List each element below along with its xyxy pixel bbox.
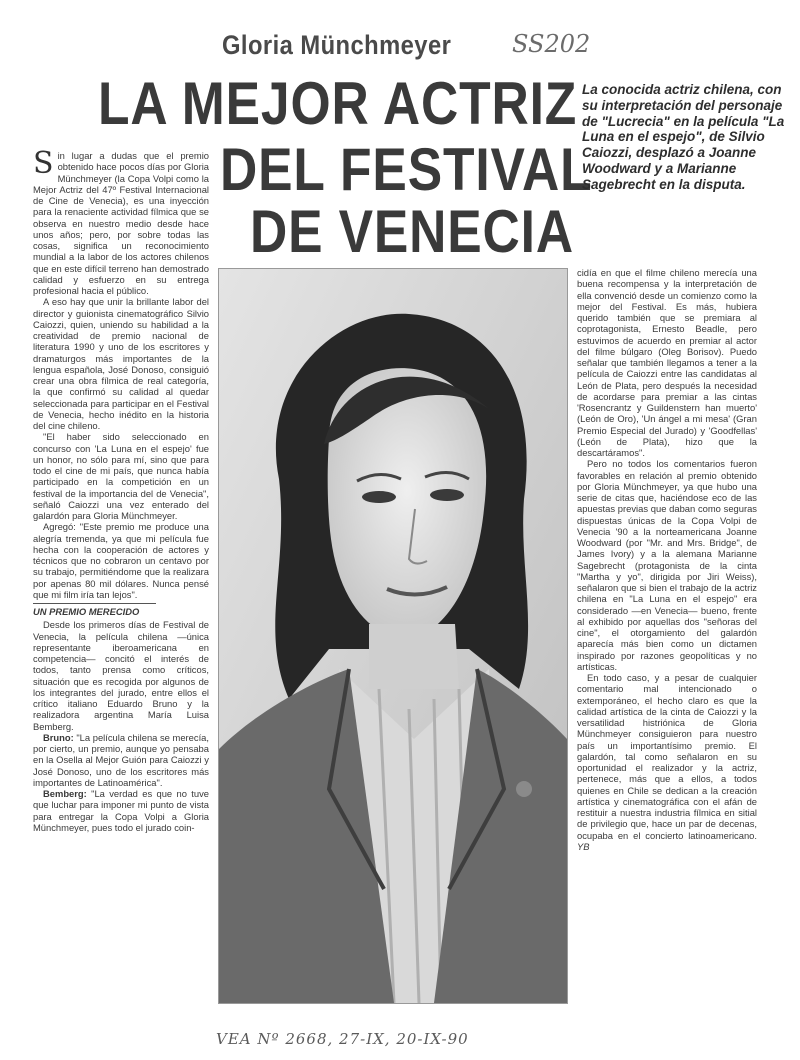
- author-signature: YB: [577, 840, 590, 852]
- paragraph: [577, 672, 757, 852]
- paragraph: cidía en que el filme chileno merecía una buena recompensa y la interpretación de ella convenció desde un comienzo como la mejor del Festival. Es más, hubiera querido también que se premiara al coprotagonista, Ernesto Beadle, pero estuvimos de acuerdo en premiar al actor del filme búlgaro (Oleg Borisov). Puedo señalar que también llegamos a tener a la película de Caiozzi entre las candidatas al León de Plata, pero después la necesidad de acordarse para premiar a las cintas 'Rosencrantz y Guildenstern han muerto' (León de Oro), 'Un ángel a mi mesa' (Gran Premio Especial del Jurado) y 'Goodfellas' (León de Plata), hizo que la descartáramos".: [577, 267, 757, 458]
- paragraph: "El haber sido seleccionado en concurso con 'La Luna en el espejo' fue un honor, no sólo para mí, sino que para todo el cine de mi país, que nunca había participado en la competición en un festival de la importancia del de Venecia", señaló Caiozzi una vez enterado del galardón para Gloria Münchmeyer.: [33, 431, 209, 521]
- right-column: [577, 267, 757, 1019]
- headline-line-3: DE VENECIA: [250, 198, 575, 265]
- paragraph: [33, 788, 209, 833]
- paragraph: Desde los primeros días de Festival de Venecia, la película chilena —única representante iberoamericana en competencia— concitó el interés de todos, tanto prensa como críticos, situación que es recogida por algunos de los integrantes del jurado, entre ellos el crítico italiano Eduardo Bruno y la realizadora argentina María Luisa Bemberg.: [33, 619, 209, 732]
- paragraph: Pero no todos los comentarios fueron favorables en relación al premio obtenido por Gloria Münchmeyer, ya que hubo una serie de citas que, haciéndose eco de las apuestas previas que daban como seguras dispuestas únicas de la Copa Volpi de Venecia '90 a la norteamericana Joanne Woodward (por "Mr. and Mrs. Bridge", de James Ivory) y a la alemana Marianne Sagebrecht (protagonista de la cinta "Martha y yo", dirigida por Jiri Weiss), señalaron que si bien el trabajo de la actriz chilena en "La Luna en el espejo" era considerado —en Venecia— bueno, frente al exhibido por aquellas dos "señoras del cine", el otorgamiento del galardón aparecía más bien como un dictamen inspirado por razones geopolíticas y no artísticas.: [577, 458, 757, 672]
- paragraph-text: in lugar a dudas que el premio obtenido hace pocos días por Gloria Münchmeyer (la Copa Volpi como la Mejor Actriz del 47º Festival Internacional de Cine de Venecia), es una inyección para la renaciente actividad fílmica que se observa en nuestro medio desde hace unos años; pero, por sobre todas las cosas, significa un reconocimiento mundial a la labor de los actores chilenos que en este difícil terreno han demostrado calidad y esfuerzo en su entrega profesional hacia el público.: [33, 150, 209, 296]
- portrait-photo: [218, 268, 568, 1004]
- archive-code: SS202: [512, 30, 591, 58]
- subheading: UN PREMIO MERECIDO: [33, 603, 156, 617]
- portrait-illustration: [219, 269, 567, 1003]
- paragraph: A eso hay que unir la brillante labor del director y guionista cinematográfico Silvio Caiozzi, quien, uniendo su habilidad a la creatividad de premio nacional de literatura 1990 y uno de los escritores y dramaturgos más importantes de la lengua española, José Donoso, consiguió crear una obra fílmica de real categoría, la que confirmó su calidad al quedar seleccionada para participar en el Festival de Venecia, hecho inédito en la historia del cine chileno.: [33, 296, 209, 431]
- paragraph: [33, 150, 209, 296]
- handwritten-source-note: VEA Nº 2668, 27-IX, 20-IX-90: [216, 1030, 469, 1048]
- byline: Gloria Münchmeyer: [222, 30, 452, 60]
- drop-cap: S: [33, 150, 54, 181]
- headline-line-1: LA MEJOR ACTRIZ: [98, 70, 578, 137]
- headline-line-2: DEL FESTIVAL: [220, 136, 593, 203]
- left-column: [33, 150, 209, 1010]
- speaker-label: Bemberg:: [43, 788, 87, 799]
- paragraph: Agregó: "Este premio me produce una alegría tremenda, ya que mi película fue hecha con la cooperación de actores y técnicos que no cobraron un centavo por su trabajo, permitiéndome que la realizara por apenas 80 mil dólares. Nunca pensé que mi film iría tan lejos".: [33, 521, 209, 600]
- standfirst: La conocida actriz chilena, con su interpretación del personaje de "Lucrecia" en la película "La Luna en el espejo", de Silvio Caiozzi, desplazó a Joanne Woodward y a Marianne Sagebrecht en la disputa.: [582, 82, 785, 192]
- paragraph: [33, 732, 209, 788]
- paragraph-text: "La película chilena se merecía, por cierto, un premio, aunque yo pensaba en la Osella al Mejor Guión para Caiozzi y José Donoso, uno de los escritores más importantes de Latinoamérica".: [33, 731, 209, 788]
- paragraph-text: "La verdad es que no tuve que luchar para imponer mi punto de vista para entregar la Copa Volpi a Gloria Münchmeyer, pues todo el jurado coin-: [33, 788, 209, 833]
- paragraph-text: En todo caso, y a pesar de cualquier comentario mal intencionado o extemporáneo, el hecho claro es que la calidad artística de la cinta de Caiozzi y la versatilidad histriónica de Gloria Münchmeyer consiguieron para nuestro país un importantísimo premio. El galardón, tal como señalaron en su oportunidad el realizador y la actriz, pertenece, más que a ellos, a todos quienes en Chile se dedican a la creación artística y cinematográfica con el afán de restituir a nuestra industria fílmica en sitial de privilegio que, hace un par de decenas, ocupaba en el concierto latinoamericano.: [577, 672, 757, 841]
- speaker-label: Bruno:: [43, 731, 74, 743]
